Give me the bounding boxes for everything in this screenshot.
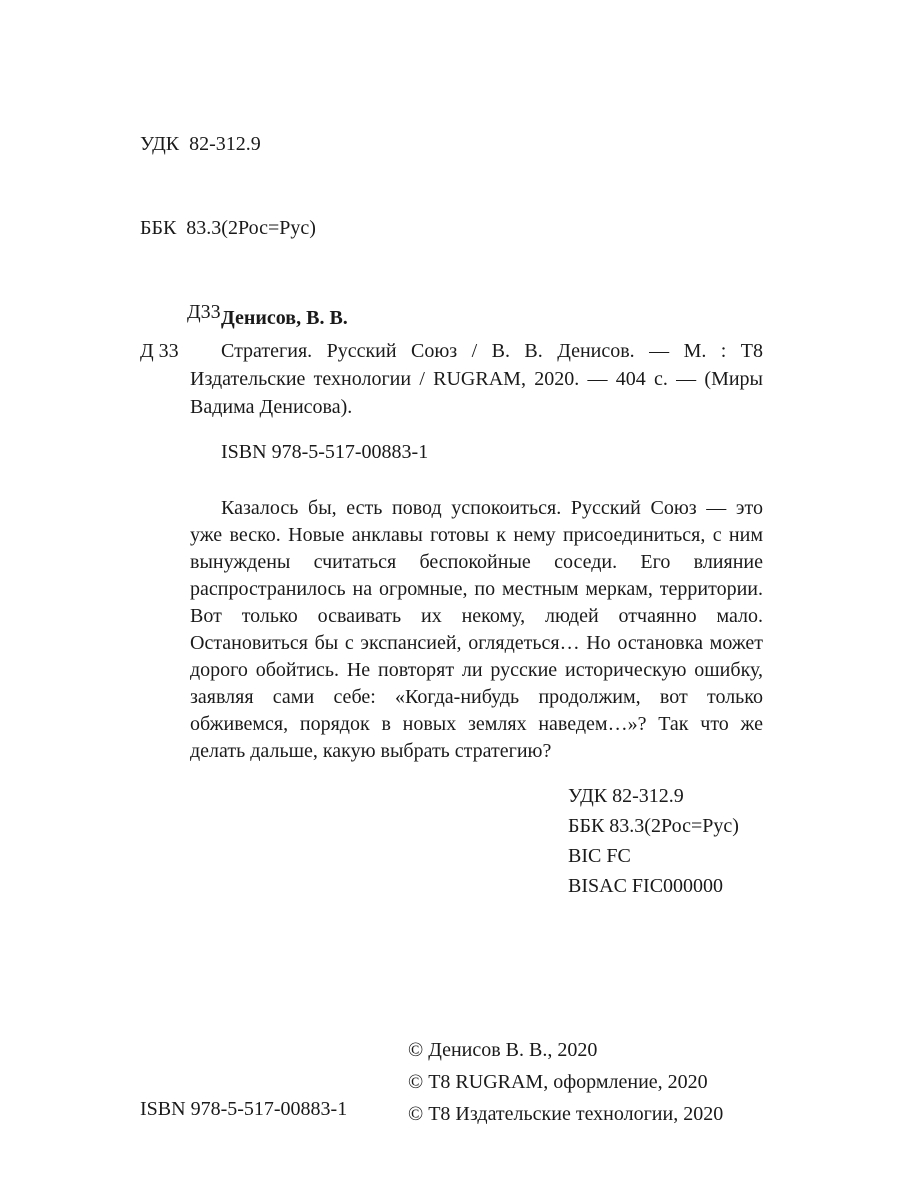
catalog-code: Д 33: [140, 340, 179, 362]
catalog-record: [140, 337, 763, 421]
isbn-number: ISBN 978-5-517-00883-1: [221, 441, 429, 463]
top-classification-block: [140, 74, 316, 382]
author-name: Денисов, В. В.: [221, 307, 348, 329]
udk-top: УДК 82-312.9: [140, 133, 261, 155]
catalog-entry-text: Стратегия. Русский Союз / В. В. Денисов. — М. : Т8 Издательские технологии / RUGRAM, 2020. — 404 с. — (Миры Вадима Денисова).: [190, 340, 763, 418]
bbk-top: ББК 83.3(2Рос=Рус): [140, 217, 316, 239]
bisac-code: BISAC FIC000000: [568, 875, 724, 897]
udk-right: УДК 82-312.9: [568, 785, 684, 807]
copyright-t8: © Т8 Издательские технологии, 2020: [408, 1103, 724, 1125]
classification-block: [568, 781, 739, 901]
bic-code: BIC FC: [568, 845, 631, 867]
annotation-text: Казалось бы, есть повод успокоиться. Русский Союз — это уже веско. Новые анклавы готовы к нему присоединиться, с ним вынуждены считаться беспокойные соседи. Его влияние распространилось на огромные, по местным меркам, территории. Вот только осваивать их некому, людей отчаянно мало. Остановиться бы с экспансией, оглядеться… Но остановка может дорого обойтись. Не повторят ли русские историческую ошибку, заявляя сами себе: «Когда-нибудь продолжим, вот только обживемся, порядок в новых землях наведем…»? Так что же делать дальше, какую выбрать стратегию?: [190, 497, 763, 762]
catalog-code-top: Д33: [187, 301, 221, 323]
bbk-right: ББК 83.3(2Рос=Рус): [568, 815, 739, 837]
copyright-author: © Денисов В. В., 2020: [408, 1039, 598, 1061]
copyright-rugram: © Т8 RUGRAM, оформление, 2020: [408, 1071, 708, 1093]
copyright-block: [408, 1034, 723, 1130]
isbn-bottom: ISBN 978-5-517-00883-1: [140, 1098, 348, 1120]
